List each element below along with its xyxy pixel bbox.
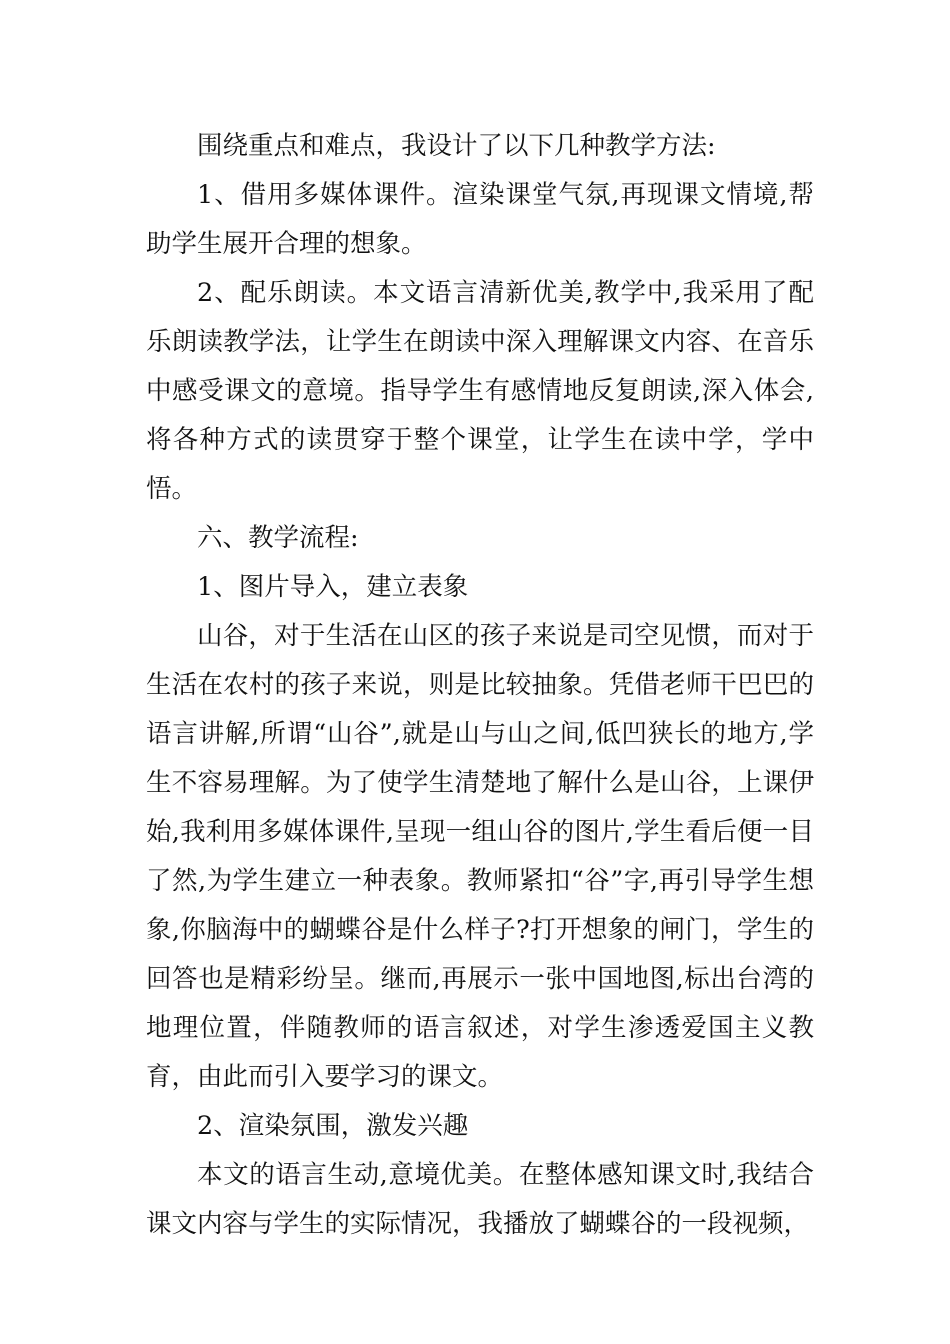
subheading-atmosphere-interest: 2、渲染氛围，激发兴趣 bbox=[197, 1111, 469, 1141]
paragraph-music-reading-method: 2、配乐朗读。本文语言清新优美,教学中,我采用了配乐朗读教学法，让学生在朗读中深入理解课文内容、在音乐中感受课文的意境。指导学生有感情地反复朗读,深入体会,将各种方式的读贯穿于整个课堂，让学生在读中学，学中悟。 bbox=[146, 278, 814, 504]
paragraph-teaching-methods-intro: 围绕重点和难点，我设计了以下几种教学方法: bbox=[197, 131, 716, 161]
paragraph-valley-explanation: 山谷，对于生活在山区的孩子来说是司空见惯，而对于生活在农村的孩子来说，则是比较抽象。凭借老师干巴巴的语言讲解,所谓“山谷”,就是山与山之间,低凹狭长的地方,学生不容易理解。为了使学生清楚地了解什么是山谷，上课伊始,我利用多媒体课件,呈现一组山谷的图片,学生看后便一目了然,为学生建立一种表象。教师紧扣“谷”字,再引导学生想象,你脑海中的蝴蝶谷是什么样子?打开想象的闸门，学生的回答也是精彩纷呈。继而,再展示一张中国地图,标出台湾的地理位置，伴随教师的语言叙述，对学生渗透爱国主义教育，由此而引入要学习的课文。 bbox=[146, 621, 814, 1092]
paragraph-video-integration: 本文的语言生动,意境优美。在整体感知课文时,我结合课文内容与学生的实际情况，我播放了蝴蝶谷的一段视频， bbox=[146, 1160, 814, 1239]
paragraph-multimedia-method: 1、借用多媒体课件。渲染课堂气氛,再现课文情境,帮助学生展开合理的想象。 bbox=[146, 180, 814, 259]
document-body bbox=[146, 122, 814, 1249]
subheading-picture-introduction: 1、图片导入，建立表象 bbox=[197, 572, 469, 602]
section-heading-teaching-process: 六、教学流程: bbox=[197, 523, 359, 553]
